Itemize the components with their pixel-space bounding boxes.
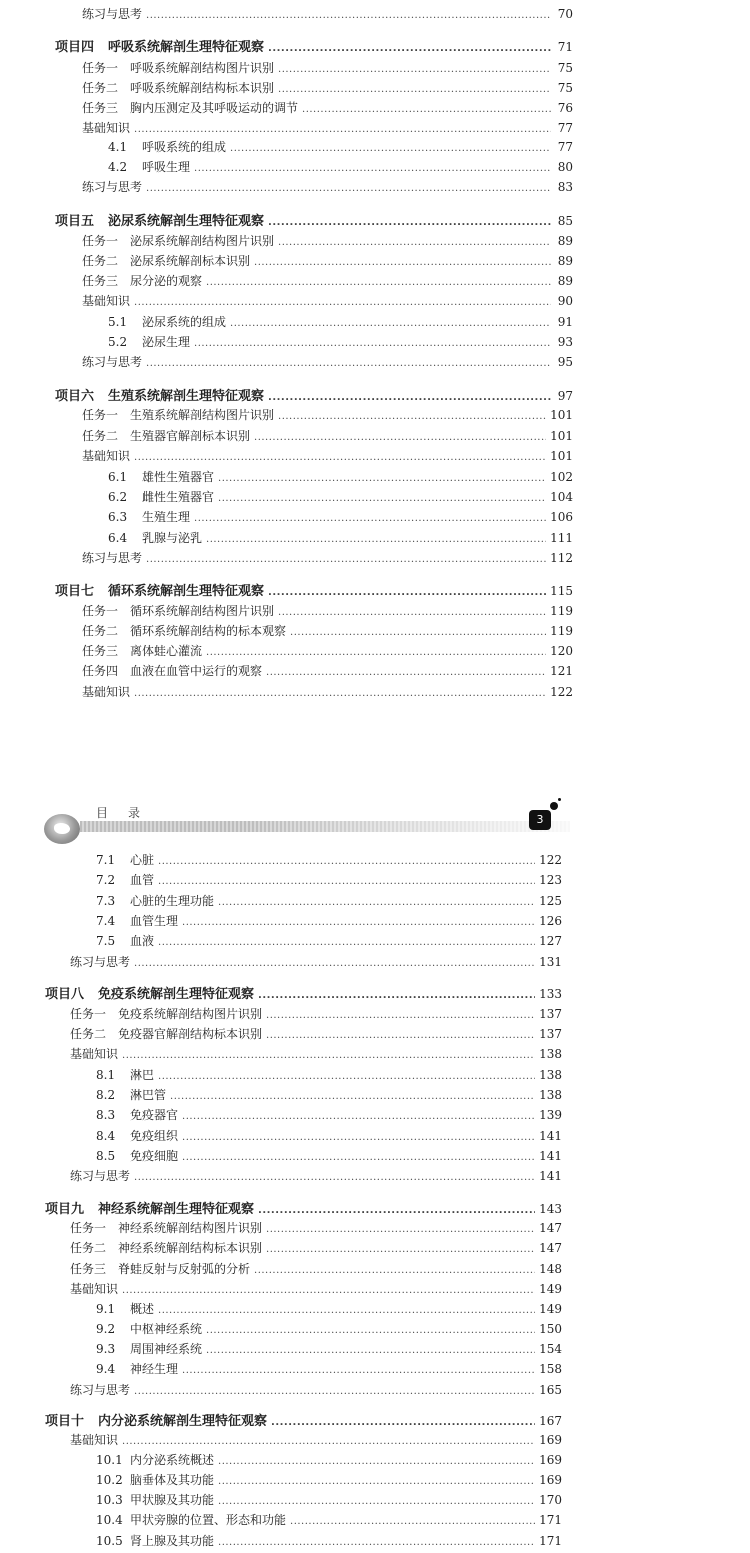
- toc-page-number: 122: [550, 685, 573, 699]
- dot-leader: [254, 253, 551, 273]
- toc-entry-section: [96, 1319, 562, 1339]
- toc-entry-sub: [82, 621, 573, 641]
- toc-entry-section: [96, 1510, 562, 1530]
- toc-page-number: 169: [539, 1433, 562, 1447]
- dot-leader: [170, 1087, 535, 1107]
- toc-entry-section: [96, 1359, 562, 1379]
- toc-entry-label: 甲状腺及其功能: [130, 1493, 215, 1507]
- toc-entry-project: [55, 36, 573, 58]
- toc-page-lower: [0, 790, 750, 1546]
- toc-page-number: 83: [557, 180, 573, 194]
- toc-entry-sub: [70, 1279, 562, 1299]
- section-number: 7.4: [96, 914, 116, 928]
- section-number: 6.1: [108, 470, 128, 484]
- dot-leader: [290, 1512, 535, 1532]
- toc-page-number: 149: [539, 1302, 562, 1316]
- toc-entry-section: [96, 870, 562, 890]
- dot-leader: [146, 550, 546, 570]
- toc-entry-label: 任务三 胸内压测定及其呼吸运动的调节: [82, 101, 299, 115]
- toc-entry-sub: [82, 682, 573, 702]
- toc-entry-sub: [82, 661, 573, 681]
- toc-entry-sub: [82, 405, 573, 425]
- toc-entry-project: [45, 1410, 562, 1432]
- dot-leader: [266, 1026, 535, 1046]
- toc-page-number: 158: [539, 1362, 562, 1376]
- toc-entry-label: 基础知识: [82, 121, 131, 135]
- section-number: 8.5: [96, 1149, 116, 1163]
- toc-page-number: 111: [550, 531, 573, 545]
- toc-entry-label: 生殖系统解剖生理特征观察: [108, 389, 265, 404]
- dot-leader: [158, 852, 535, 872]
- toc-page-number: 141: [539, 1169, 562, 1183]
- toc-entry-section: [108, 528, 573, 548]
- section-number: 7.3: [96, 894, 116, 908]
- dot-leader: [182, 913, 535, 933]
- section-number: 9.3: [96, 1342, 116, 1356]
- toc-entry-label: 任务一 呼吸系统解剖结构图片识别: [82, 61, 275, 75]
- toc-entry-section: [96, 850, 562, 870]
- toc-entry-label: 肾上腺及其功能: [130, 1534, 215, 1548]
- dot-leader: [194, 509, 546, 529]
- toc-entry-sub: [82, 118, 573, 138]
- section-number: 10.5: [96, 1534, 123, 1548]
- toc-entry-label: 任务一 循环系统解剖结构图片识别: [82, 604, 275, 618]
- toc-page-number: 71: [557, 40, 573, 54]
- toc-page-number: 122: [539, 853, 562, 867]
- toc-entry-project: [55, 210, 573, 232]
- header-band: [80, 821, 570, 832]
- section-number: 10.3: [96, 1493, 123, 1507]
- toc-entry-label: 内分泌系统解剖生理特征观察: [98, 1414, 268, 1429]
- toc-entry-label: 心脏: [130, 853, 155, 867]
- dot-leader: [218, 893, 535, 913]
- toc-page-number: 85: [557, 214, 573, 228]
- toc-entry-sub: [82, 98, 573, 118]
- dot-leader: [134, 293, 551, 313]
- toc-entry-sub: [70, 1218, 562, 1238]
- dot-leader: [134, 1168, 535, 1188]
- header-title: 目录: [96, 806, 161, 820]
- section-number: 8.3: [96, 1108, 116, 1122]
- dot-leader: [158, 872, 535, 892]
- toc-page-number: 131: [539, 955, 562, 969]
- toc-entry-sub: [82, 601, 573, 621]
- toc-entry-label: 任务一 生殖系统解剖结构图片识别: [82, 408, 275, 422]
- dot-leader: [218, 469, 546, 489]
- dot-leader: [146, 179, 551, 199]
- toc-entry-label: 雌性生殖器官: [142, 490, 215, 504]
- dot-leader: [278, 80, 551, 100]
- toc-entry-sub: [70, 1024, 562, 1044]
- toc-page-number: 120: [550, 644, 573, 658]
- toc-page-number: 149: [539, 1282, 562, 1296]
- dot-leader: [182, 1107, 535, 1127]
- section-number: 4.1: [108, 140, 128, 154]
- toc-entry-label: 任务二 免疫器官解剖结构标本识别: [70, 1027, 263, 1041]
- toc-entry-label: 基础知识: [82, 685, 131, 699]
- dot-leader: [122, 1046, 535, 1066]
- toc-entry-sub: [70, 1380, 562, 1400]
- toc-entry-label: 概述: [130, 1302, 155, 1316]
- toc-entry-section: [108, 312, 573, 332]
- toc-entry-section: [96, 931, 562, 951]
- toc-entry-section: [108, 137, 573, 157]
- toc-entry-label: 基础知识: [70, 1047, 119, 1061]
- dot-leader: [218, 1492, 535, 1512]
- toc-entry-section: [96, 1531, 562, 1551]
- toc-entry-label: 免疫系统解剖生理特征观察: [98, 987, 255, 1002]
- dot-leader: [278, 233, 551, 253]
- toc-entry-sub: [70, 1044, 562, 1064]
- toc-entry-label: 泌尿生理: [142, 335, 191, 349]
- section-number: 5.1: [108, 315, 128, 329]
- section-number: 8.2: [96, 1088, 116, 1102]
- section-number: 9.1: [96, 1302, 116, 1316]
- section-number: 7.2: [96, 873, 116, 887]
- toc-entry-section: [108, 157, 573, 177]
- toc-page-number: 147: [539, 1221, 562, 1235]
- toc-page-number: 123: [539, 873, 562, 887]
- badge-dot-icon: [550, 802, 558, 810]
- toc-entry-label: 练习与思考: [82, 355, 143, 369]
- section-number: 6.2: [108, 490, 128, 504]
- toc-entry-label: 中枢神经系统: [130, 1322, 203, 1336]
- toc-entry-section: [108, 487, 573, 507]
- toc-entry-sub: [70, 1004, 562, 1024]
- toc-page-number: 143: [539, 1202, 562, 1216]
- toc-entry-label: 任务一 神经系统解剖结构图片识别: [70, 1221, 263, 1235]
- toc-page-number: 112: [550, 551, 573, 565]
- toc-entry-label: 血管生理: [130, 914, 179, 928]
- toc-entry-label: 免疫器官: [130, 1108, 179, 1122]
- toc-entry-sub: [82, 251, 573, 271]
- toc-entry-section: [96, 1126, 562, 1146]
- toc-entry-label: 练习与思考: [70, 1383, 131, 1397]
- toc-entry-label: 基础知识: [82, 449, 131, 463]
- dot-leader: [122, 1432, 535, 1452]
- section-number: 9.4: [96, 1362, 116, 1376]
- dot-leader: [218, 1533, 535, 1553]
- page-number-badge: 3: [529, 810, 551, 830]
- toc-entry-label: 雄性生殖器官: [142, 470, 215, 484]
- toc-entry-label: 任务二 循环系统解剖结构的标本观察: [82, 624, 287, 638]
- dot-leader: [266, 1240, 535, 1260]
- toc-entry-sub: [82, 548, 573, 568]
- toc-entry-label: 淋巴: [130, 1068, 155, 1082]
- toc-page-number: 101: [550, 408, 573, 422]
- toc-entry-section: [108, 507, 573, 527]
- toc-entry-sub: [70, 1259, 562, 1279]
- toc-entry-label: 练习与思考: [70, 1169, 131, 1183]
- toc-page-number: 119: [550, 624, 573, 638]
- toc-page-number: 89: [557, 274, 573, 288]
- section-number: 10.1: [96, 1453, 123, 1467]
- toc-page-number: 77: [557, 121, 573, 135]
- toc-entry-section: [96, 1339, 562, 1359]
- toc-entry-sub: [82, 291, 573, 311]
- toc-page-number: 147: [539, 1241, 562, 1255]
- toc-entry-label: 免疫细胞: [130, 1149, 179, 1163]
- section-number: 4.2: [108, 160, 128, 174]
- dot-leader: [278, 60, 551, 80]
- toc-page-number: 138: [539, 1088, 562, 1102]
- toc-entry-project: [55, 580, 573, 602]
- toc-entry-label: 神经系统解剖生理特征观察: [98, 1202, 255, 1217]
- toc-entry-label: 乳腺与泌乳: [142, 531, 203, 545]
- toc-entry-sub: [82, 78, 573, 98]
- toc-entry-label: 基础知识: [70, 1433, 119, 1447]
- dot-leader: [134, 448, 546, 468]
- toc-entry-sub: [82, 4, 573, 24]
- toc-page-number: 165: [539, 1383, 562, 1397]
- toc-entry-section: [96, 1450, 562, 1470]
- toc-entry-label: 练习与思考: [70, 955, 131, 969]
- project-number: 项目四: [55, 40, 95, 55]
- toc-entry-section: [96, 911, 562, 931]
- toc-entry-label: 呼吸系统的组成: [142, 140, 227, 154]
- toc-entry-section: [96, 1490, 562, 1510]
- toc-entry-sub: [82, 58, 573, 78]
- toc-entry-label: 任务三 离体蛙心灌流: [82, 644, 203, 658]
- toc-entry-sub: [70, 1430, 562, 1450]
- toc-page-number: 102: [550, 470, 573, 484]
- section-number: 8.1: [96, 1068, 116, 1082]
- dot-leader: [266, 663, 546, 683]
- toc-page-number: 150: [539, 1322, 562, 1336]
- section-number: 6.4: [108, 531, 128, 545]
- section-number: 5.2: [108, 335, 128, 349]
- toc-page-number: 139: [539, 1108, 562, 1122]
- toc-page-number: 148: [539, 1262, 562, 1276]
- toc-page-number: 169: [539, 1473, 562, 1487]
- dot-leader: [146, 6, 551, 26]
- dot-leader: [206, 530, 546, 550]
- toc-entry-label: 血液: [130, 934, 155, 948]
- dot-leader: [146, 354, 551, 374]
- dot-leader: [290, 623, 546, 643]
- toc-page-number: 125: [539, 894, 562, 908]
- toc-page-number: 93: [557, 335, 573, 349]
- toc-entry-sub: [82, 231, 573, 251]
- toc-entry-label: 任务三 尿分泌的观察: [82, 274, 203, 288]
- dot-leader: [134, 954, 535, 974]
- toc-entry-sub: [70, 1238, 562, 1258]
- section-number: 10.4: [96, 1513, 123, 1527]
- toc-page-number: 95: [557, 355, 573, 369]
- toc-entry-section: [96, 1105, 562, 1125]
- dot-leader: [182, 1148, 535, 1168]
- toc-page-number: 133: [539, 987, 562, 1001]
- toc-page-number: 167: [539, 1414, 562, 1428]
- toc-page-number: 119: [550, 604, 573, 618]
- toc-page-number: 104: [550, 490, 573, 504]
- toc-entry-project: [45, 983, 562, 1005]
- section-number: 7.5: [96, 934, 116, 948]
- dot-leader: [266, 1006, 535, 1026]
- toc-page-number: 75: [557, 81, 573, 95]
- toc-entry-label: 泌尿系统解剖生理特征观察: [108, 214, 265, 229]
- toc-page-number: 101: [550, 429, 573, 443]
- toc-page-number: 169: [539, 1453, 562, 1467]
- toc-entry-label: 呼吸系统解剖生理特征观察: [108, 40, 265, 55]
- toc-entry-label: 甲状旁腺的位置、形态和功能: [130, 1513, 287, 1527]
- toc-page-number: 115: [550, 584, 573, 598]
- project-number: 项目七: [55, 584, 95, 599]
- section-number: 9.2: [96, 1322, 116, 1336]
- toc-entry-label: 基础知识: [70, 1282, 119, 1296]
- toc-page-number: 137: [539, 1007, 562, 1021]
- toc-page-number: 97: [557, 389, 573, 403]
- badge-small-dot-icon: [558, 798, 561, 801]
- toc-entry-label: 练习与思考: [82, 180, 143, 194]
- toc-entry-section: [108, 332, 573, 352]
- toc-page-number: 77: [557, 140, 573, 154]
- section-number: 6.3: [108, 510, 128, 524]
- project-number: 项目十: [45, 1414, 85, 1429]
- toc-entry-section: [96, 1085, 562, 1105]
- dot-leader: [206, 1321, 535, 1341]
- toc-entry-sub: [82, 352, 573, 372]
- dot-leader: [254, 428, 546, 448]
- dot-leader: [206, 273, 551, 293]
- dot-leader: [266, 1220, 535, 1240]
- toc-entry-label: 任务二 呼吸系统解剖结构标本识别: [82, 81, 275, 95]
- toc-page-number: 171: [539, 1513, 562, 1527]
- section-number: 10.2: [96, 1473, 123, 1487]
- toc-page-number: 126: [539, 914, 562, 928]
- toc-page-upper: [0, 0, 750, 712]
- dot-leader: [218, 1452, 535, 1472]
- page-header: [40, 790, 570, 850]
- toc-page-number: 80: [557, 160, 573, 174]
- dot-leader: [230, 139, 551, 159]
- dot-leader: [278, 603, 546, 623]
- project-number: 项目六: [55, 389, 95, 404]
- toc-page-number: 91: [557, 315, 573, 329]
- toc-entry-sub: [82, 271, 573, 291]
- dot-leader: [194, 159, 551, 179]
- toc-entry-sub: [82, 177, 573, 197]
- toc-page-number: 121: [550, 664, 573, 678]
- toc-entry-section: [108, 467, 573, 487]
- toc-page-number: 76: [557, 101, 573, 115]
- dot-leader: [158, 1301, 535, 1321]
- toc-entry-label: 任务一 泌尿系统解剖结构图片识别: [82, 234, 275, 248]
- toc-page-number: 170: [539, 1493, 562, 1507]
- dot-leader: [122, 1281, 535, 1301]
- dot-leader: [182, 1128, 535, 1148]
- toc-page-number: 89: [557, 234, 573, 248]
- toc-entry-section: [96, 1470, 562, 1490]
- dot-leader: [158, 933, 535, 953]
- dot-leader: [206, 1341, 535, 1361]
- toc-entry-project: [55, 385, 573, 407]
- toc-entry-label: 任务二 泌尿系统解剖标本识别: [82, 254, 251, 268]
- toc-entry-label: 练习与思考: [82, 7, 143, 21]
- toc-entry-project: [45, 1198, 562, 1220]
- toc-entry-label: 任务四 血液在血管中运行的观察: [82, 664, 263, 678]
- sheep-logo-icon: [44, 814, 80, 844]
- toc-entry-section: [96, 1146, 562, 1166]
- toc-entry-label: 任务三 脊蛙反射与反射弧的分析: [70, 1262, 251, 1276]
- toc-entry-label: 淋巴管: [130, 1088, 167, 1102]
- toc-page-number: 141: [539, 1149, 562, 1163]
- toc-entry-section: [96, 1299, 562, 1319]
- dot-leader: [230, 314, 551, 334]
- dot-leader: [182, 1361, 535, 1381]
- dot-leader: [134, 684, 546, 704]
- toc-entry-section: [96, 1065, 562, 1085]
- project-number: 项目五: [55, 214, 95, 229]
- project-number: 项目八: [45, 987, 85, 1002]
- toc-page-number: 106: [550, 510, 573, 524]
- toc-page-number: 89: [557, 254, 573, 268]
- toc-entry-label: 神经生理: [130, 1362, 179, 1376]
- toc-entry-label: 任务二 神经系统解剖结构标本识别: [70, 1241, 263, 1255]
- toc-page-number: 141: [539, 1129, 562, 1143]
- dot-leader: [278, 407, 546, 427]
- section-number: 7.1: [96, 853, 116, 867]
- dot-leader: [254, 1261, 535, 1281]
- toc-entry-sub: [70, 1166, 562, 1186]
- section-number: 8.4: [96, 1129, 116, 1143]
- dot-leader: [218, 1472, 535, 1492]
- toc-page-number: 154: [539, 1342, 562, 1356]
- toc-entry-label: 心脏的生理功能: [130, 894, 215, 908]
- project-number: 项目九: [45, 1202, 85, 1217]
- toc-entry-label: 免疫组织: [130, 1129, 179, 1143]
- dot-leader: [134, 1382, 535, 1402]
- toc-entry-label: 呼吸生理: [142, 160, 191, 174]
- toc-entry-label: 基础知识: [82, 294, 131, 308]
- dot-leader: [206, 643, 546, 663]
- toc-entry-label: 泌尿系统的组成: [142, 315, 227, 329]
- toc-entry-label: 任务二 生殖器官解剖标本识别: [82, 429, 251, 443]
- toc-entry-label: 周围神经系统: [130, 1342, 203, 1356]
- toc-entry-section: [96, 891, 562, 911]
- toc-page-number: 90: [557, 294, 573, 308]
- dot-leader: [302, 100, 551, 120]
- toc-entry-label: 任务一 免疫系统解剖结构图片识别: [70, 1007, 263, 1021]
- toc-entry-label: 循环系统解剖生理特征观察: [108, 584, 265, 599]
- toc-entry-label: 练习与思考: [82, 551, 143, 565]
- dot-leader: [218, 489, 546, 509]
- toc-page-number: 70: [557, 7, 573, 21]
- toc-entry-label: 脑垂体及其功能: [130, 1473, 215, 1487]
- toc-entry-sub: [82, 426, 573, 446]
- toc-entry-label: 血管: [130, 873, 155, 887]
- toc-page-number: 75: [557, 61, 573, 75]
- toc-entry-sub: [82, 446, 573, 466]
- toc-entry-sub: [82, 641, 573, 661]
- toc-entry-sub: [70, 952, 562, 972]
- toc-page-number: 137: [539, 1027, 562, 1041]
- toc-page-number: 171: [539, 1534, 562, 1548]
- dot-leader: [268, 38, 551, 60]
- toc-page-number: 138: [539, 1047, 562, 1061]
- dot-leader: [194, 334, 551, 354]
- toc-page-number: 138: [539, 1068, 562, 1082]
- toc-entry-label: 生殖生理: [142, 510, 191, 524]
- toc-page-number: 127: [539, 934, 562, 948]
- toc-entry-label: 内分泌系统概述: [130, 1453, 215, 1467]
- toc-page-number: 101: [550, 449, 573, 463]
- dot-leader: [158, 1067, 535, 1087]
